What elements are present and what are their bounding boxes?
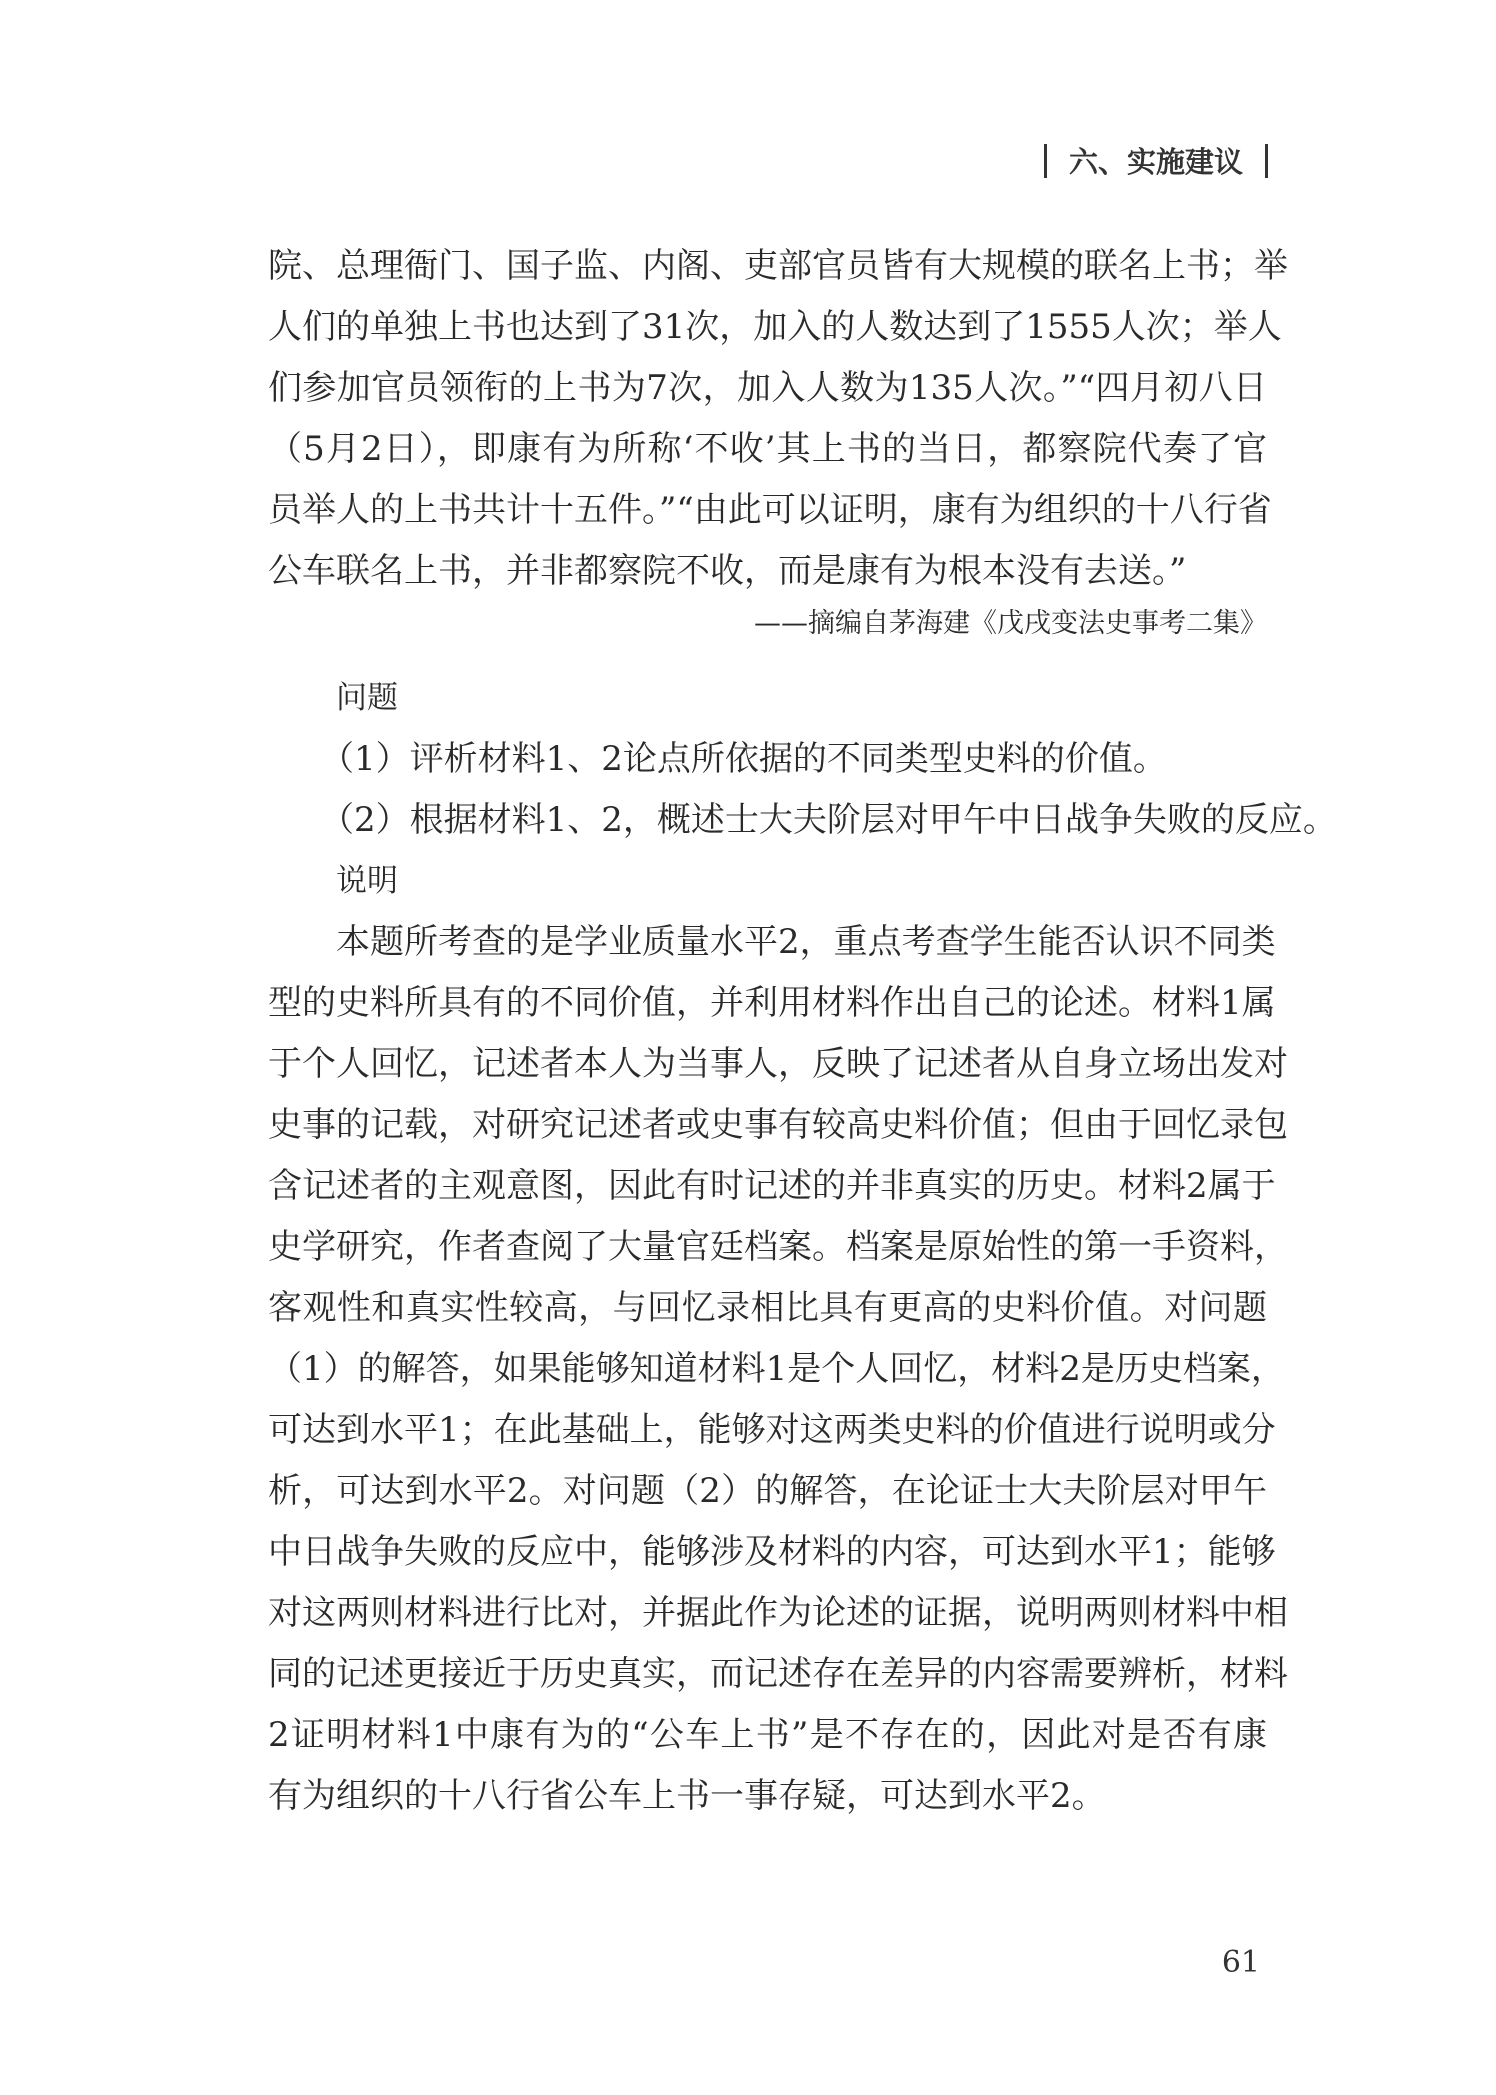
header-left-rule [1044, 144, 1047, 178]
explanation-line: 含记述者的主观意图，因此有时记述的并非真实的历史。材料2属于 [268, 1166, 1276, 1206]
quote-line: 公车联名上书，并非都察院不收，而是康有为根本没有去送。” [268, 551, 1187, 591]
page-body [268, 236, 1337, 1827]
quote-block [268, 236, 1288, 602]
explanation-line: 同的记述更接近于历史真实，而记述存在差异的内容需要辨析，材料 [268, 1654, 1288, 1694]
explanation-line: 史学研究，作者查阅了大量官廷档案。档案是原始性的第一手资料， [268, 1227, 1288, 1267]
explanation-heading: 说明 [336, 863, 398, 899]
explanation-line: 有为组织的十八行省公车上书一事存疑，可达到水平2。 [268, 1776, 1106, 1816]
running-header [1044, 140, 1268, 181]
explanation-section [268, 851, 1288, 1827]
quote-line: 员举人的上书共计十五件。”“由此可以证明，康有为组织的十八行省 [268, 490, 1272, 530]
header-right-rule [1265, 144, 1268, 178]
questions-section [268, 668, 1337, 851]
quote-line: 们参加官员领衔的上书为7次，加入人数为135人次。”“四月初八日 [268, 368, 1267, 408]
explanation-line: 对这两则材料进行比对，并据此作为论述的证据，说明两则材料中相 [268, 1593, 1288, 1633]
questions-heading: 问题 [336, 680, 398, 716]
source-citation: ——摘编自茅海建《戊戌变法史事考二集》 [754, 608, 1267, 639]
explanation-line: 客观性和真实性较高，与回忆录相比具有更高的史料价值。对问题 [268, 1288, 1267, 1328]
explanation-line: 型的史料所具有的不同价值，并利用材料作出自己的论述。材料1属 [268, 983, 1276, 1023]
quote-line: 院、总理衙门、国子监、内阁、吏部官员皆有大规模的联名上书；举 [268, 246, 1288, 286]
page-number: 61 [1221, 1945, 1260, 1980]
explanation-line: 析，可达到水平2。对问题（2）的解答，在论证士大夫阶层对甲午 [268, 1471, 1267, 1511]
question-item: （2）根据材料1、2，概述士大夫阶层对甲午中日战争失败的反应。 [320, 800, 1337, 840]
question-item: （1）评析材料1、2论点所依据的不同类型史料的价值。 [320, 739, 1167, 779]
quote-line: 人们的单独上书也达到了31次，加入的人数达到了1555人次；举人 [268, 307, 1282, 347]
explanation-line: 本题所考查的是学业质量水平2，重点考查学生能否认识不同类 [336, 922, 1276, 962]
explanation-line: 中日战争失败的反应中，能够涉及材料的内容，可达到水平1；能够 [268, 1532, 1276, 1572]
quote-line: （5月2日），即康有为所称‘不收’其上书的当日，都察院代奏了官 [268, 429, 1267, 469]
explanation-line: 于个人回忆，记述者本人为当事人，反映了记述者从自身立场出发对 [268, 1044, 1288, 1084]
explanation-line: （1）的解答，如果能够知道材料1是个人回忆，材料2是历史档案， [268, 1349, 1285, 1389]
header-title: 六、实施建议 [1068, 145, 1243, 179]
explanation-line: 史事的记载，对研究记述者或史事有较高史料价值；但由于回忆录包 [268, 1105, 1288, 1145]
explanation-line: 可达到水平1；在此基础上，能够对这两类史料的价值进行说明或分 [268, 1410, 1276, 1450]
explanation-line: 2证明材料1中康有为的“公车上书”是不存在的，因此对是否有康 [268, 1715, 1267, 1755]
